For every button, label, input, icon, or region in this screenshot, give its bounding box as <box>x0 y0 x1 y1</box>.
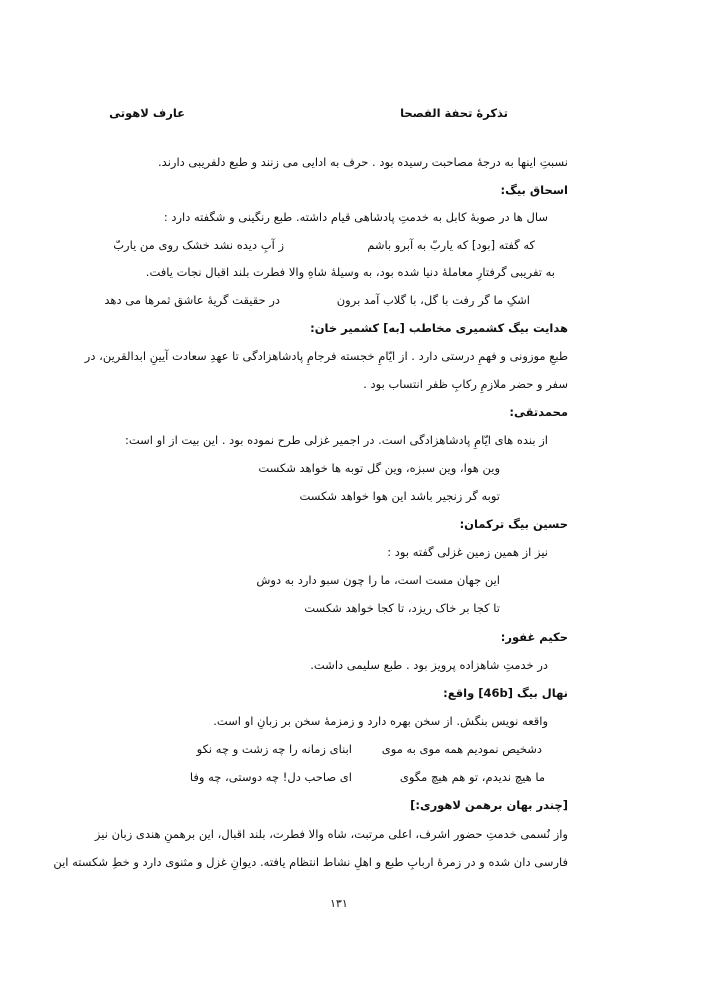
verse-hemistich: اشکِ ما گر رفت با گل، با گلاب آمد برون <box>336 293 530 307</box>
text-line: واقعه نویس بنگش. از سخن بهره دارد و زمزمۀ سخن بر زبانِ او است. <box>213 714 548 728</box>
verse-hemistich: در حقیقت گریۀ عاشق ثمرها می دهد <box>104 293 280 307</box>
section-heading: محمدتقی: <box>509 405 568 419</box>
section-heading: نهال بیگ [46b] واقع: <box>443 686 568 700</box>
text-line: سفر و حضر ملازمِ رکابِ ظفر انتساب بود . <box>363 377 568 391</box>
section-heading: حسین بیگ ترکمان: <box>459 517 568 531</box>
text-line: واز نُسمی خدمتِ حضور اشرف، اعلی مرتبت، شاه والا فطرت، بلند اقبال، این برهمنِ هندی زبان نیز <box>94 827 568 841</box>
verse-hemistich: ابنای زمانه را چه زشت و چه نکو <box>196 742 352 756</box>
section-heading: هدایت بیگ کشمیری مخاطب [به] کشمیر خان: <box>310 321 568 335</box>
verse-hemistich: ای صاحب دل! چه دوستی، چه وفا <box>189 770 352 784</box>
verse-hemistich: که گفته [بود] که یاربّ به آبرو باشم <box>367 238 535 252</box>
section-heading: حکیم غفور: <box>500 630 568 644</box>
page-number: ۱۳۱ <box>330 897 348 910</box>
verse-hemistich: ما هیچ ندیدم، تو هم هیچ مگوی <box>399 770 545 784</box>
text-line: طبعِ موزونی و فهمِ درستی دارد . از ایّامِ خجسته فرجامِ پادشاهزادگی تا عهدِ سعادت آیینِ ابدالقرین، در <box>84 349 568 363</box>
running-title: تذکرۀ تحفة الفصحا <box>400 106 508 120</box>
verse-line: تا کجا بر خاک ریزد، تا کجا خواهد شکست <box>304 601 500 615</box>
verse-hemistich: دشخیص نمودیم همه موی به موی <box>381 742 542 756</box>
section-heading: [چندر بهان برهمن لاهوری:] <box>410 798 568 812</box>
text-line: فارسی دان شده و در زمرۀ اربابِ طبع و اهلِ نشاط انتظام یافته. دیوانِ غزل و مثنوی دارد و خطِ شکسته این <box>53 855 568 869</box>
section-heading: اسحاق بیگ: <box>500 183 568 197</box>
text-line: نیز از همین زمین غزلی گفته بود : <box>387 545 548 559</box>
verse-line: وین هوا، وین سبزه، وین گل توبه ها خواهد شکست <box>258 461 500 475</box>
verse-line: این جهان مست است، ما را چون سبو دارد به دوش <box>256 573 500 587</box>
verse-hemistich: ز آبِ دیده نشد خشک روی من یاربّ <box>113 238 284 252</box>
text-line: به تفریبی گرفتارِ معاملۀ دنیا شده بود، به وسیلۀ شاهِ والا فطرت بلند اقبال نجات یافت. <box>145 265 555 279</box>
verse-line: توبه گر زنجیر باشد این هوا خواهد شکست <box>299 489 500 503</box>
text-line: نسبتِ اینها به درجۀ مصاحبت رسیده بود . حرف به ادایی می زنند و طبع دلفریبی دارند. <box>158 155 568 169</box>
text-line: از بنده های ایّامِ پادشاهزادگی است. در اجمیر غزلی طرح نموده بود . این بیت از او است: <box>124 433 548 447</box>
text-line: سال ها در صوبۀ کابل به خدمتِ پادشاهی قیام داشته. طبع رنگینی و شگفته دارد : <box>163 210 548 224</box>
running-author: عارف لاهوتی <box>109 106 185 120</box>
text-line: در خدمتِ شاهزاده پرویز بود . طبع سلیمی داشت. <box>310 658 548 672</box>
